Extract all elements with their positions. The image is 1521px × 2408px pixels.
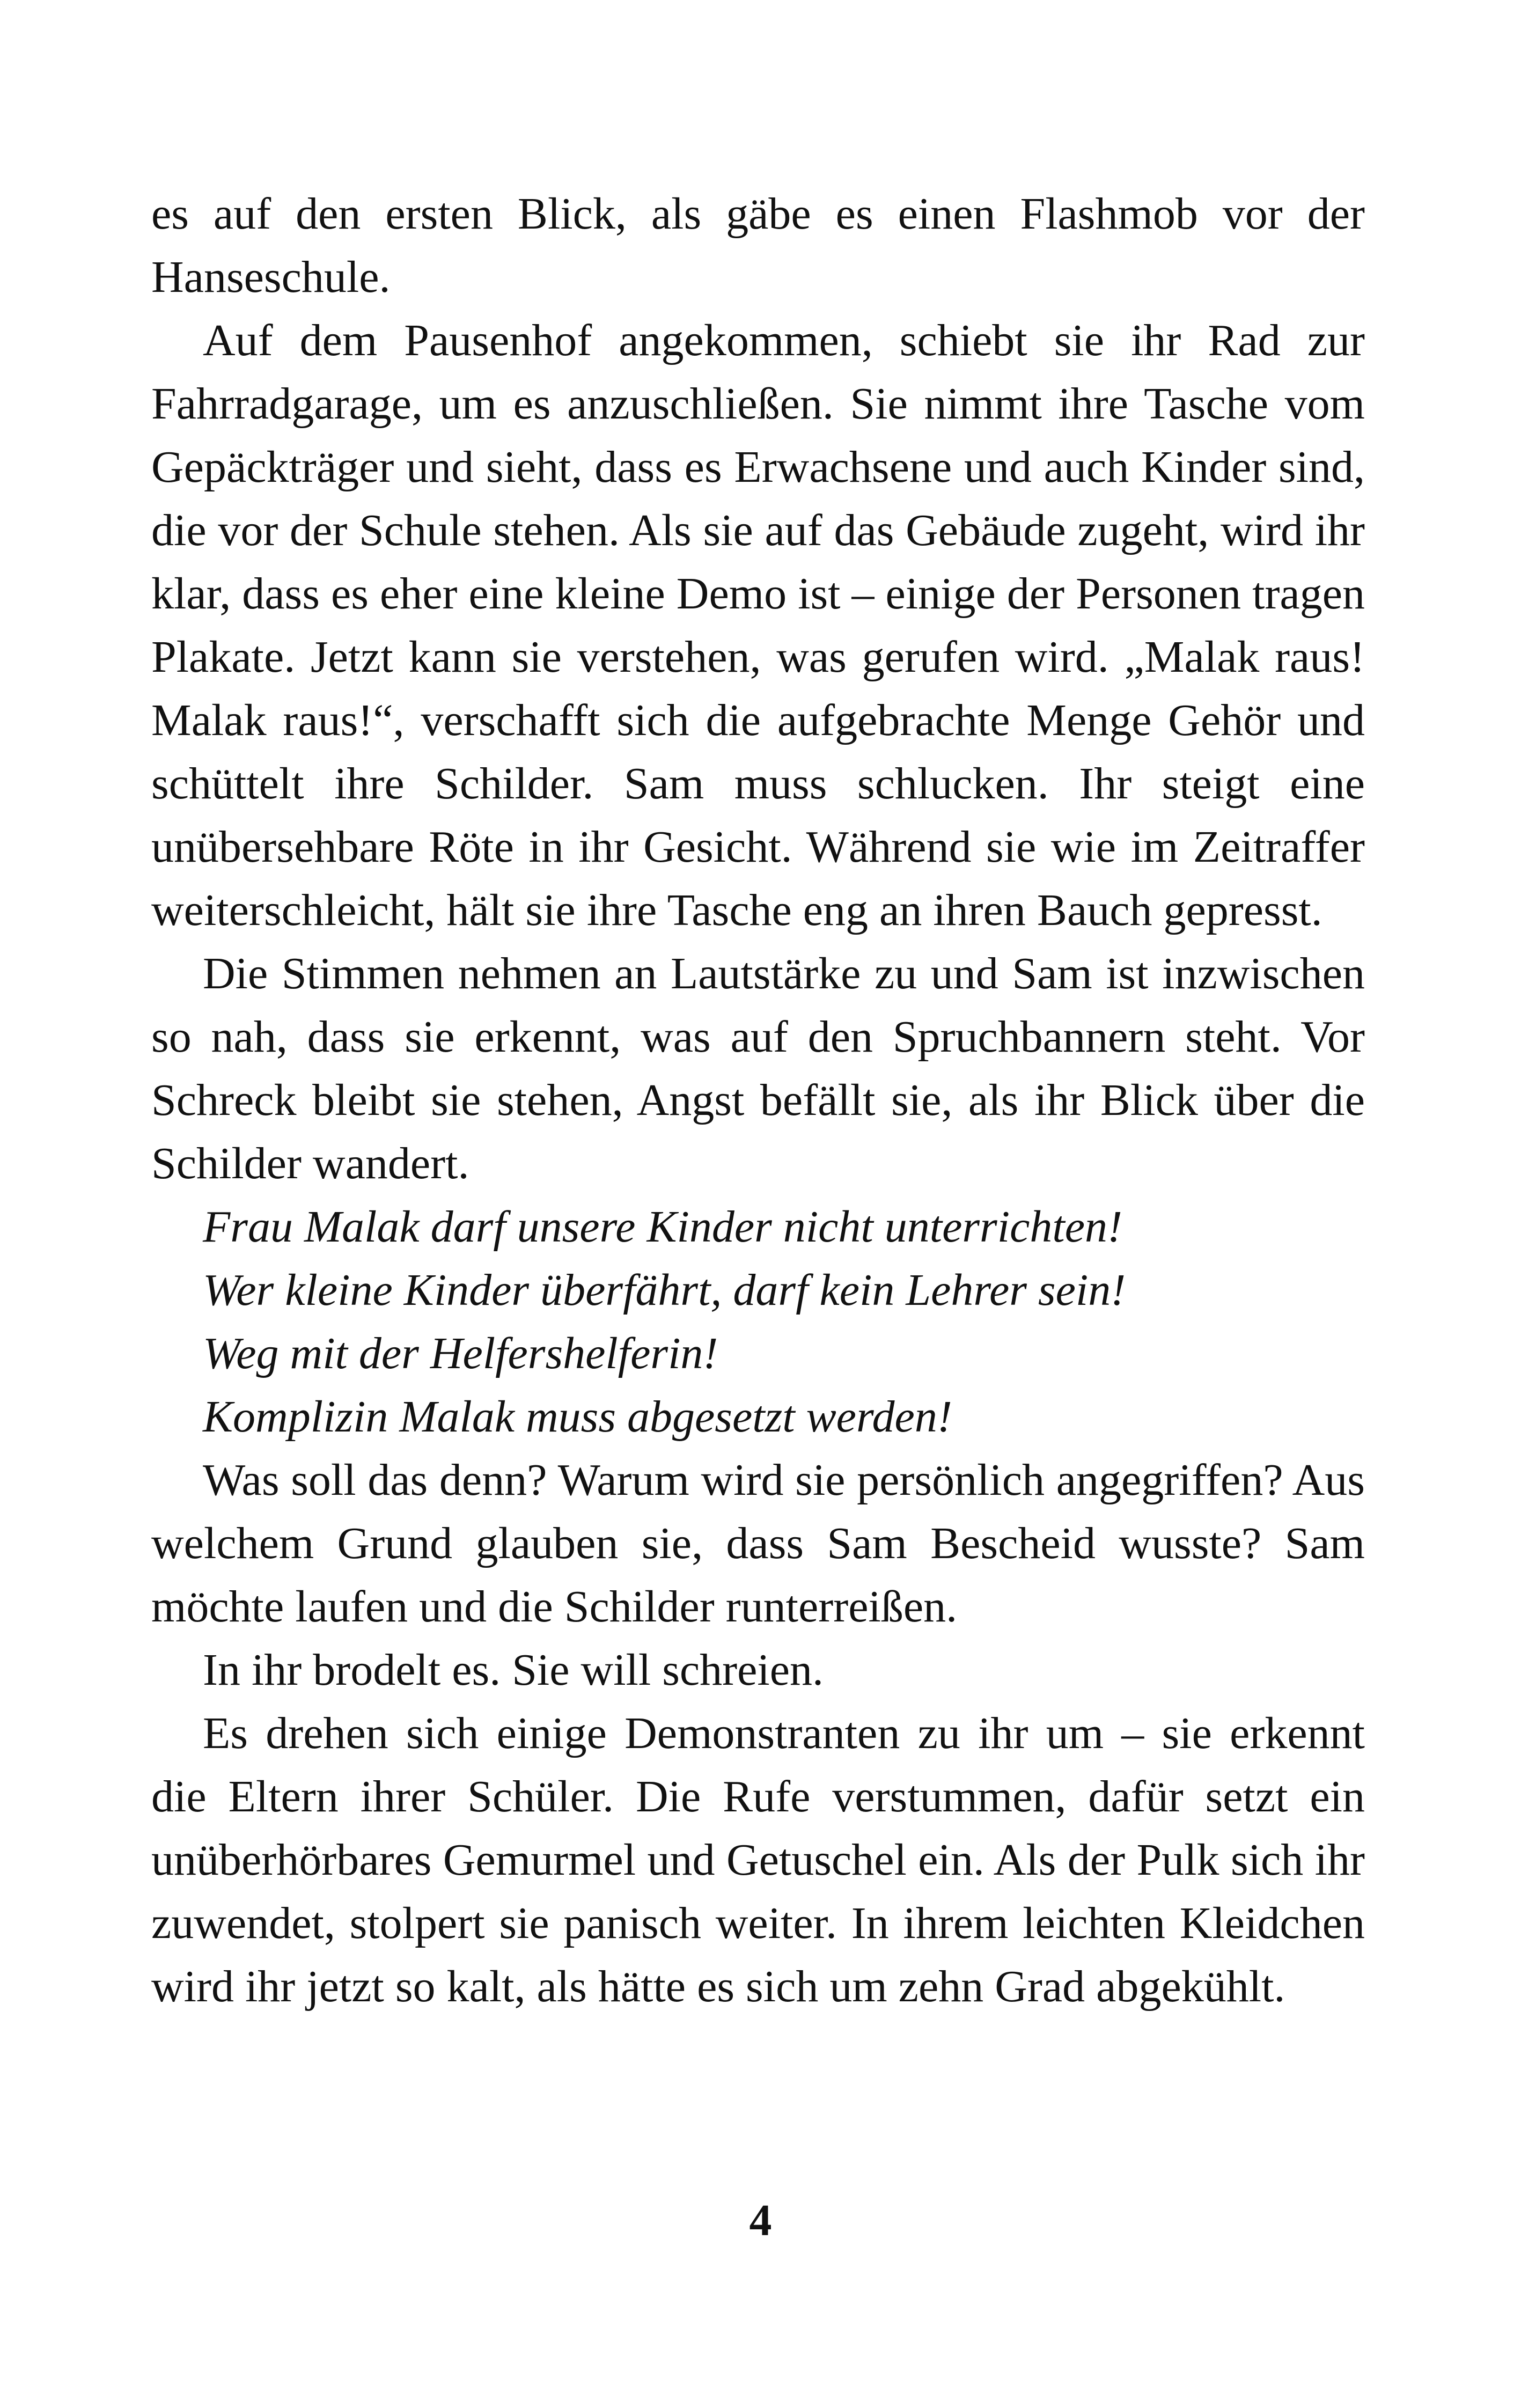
sign-line: Weg mit der Helfershelferin!: [203, 1328, 718, 1378]
sign-line: Wer kleine Kinder überfährt, darf kein Lehrer sein!: [203, 1265, 1126, 1315]
sign-line: Komplizin Malak muss abgesetzt werden!: [203, 1392, 952, 1442]
page-number: 4: [749, 2196, 772, 2245]
sign-line: Frau Malak darf unsere Kinder nicht unterrichten!: [203, 1202, 1122, 1252]
paragraph-continuation: es auf den ersten Blick, als gäbe es einen Flashmob vor der Hanseschule.: [151, 189, 1365, 302]
paragraph-was-soll: Was soll das denn? Warum wird sie persönlich angegriffen? Aus welchem Grund glauben sie, dass Sam Bescheid wusste? Sam möchte laufen und die Schilder runterreißen.: [151, 1455, 1365, 1632]
paragraph-stimmen: Die Stimmen nehmen an Lautstärke zu und Sam ist inzwischen so nah, dass sie erkennt, was auf den Spruchbannern steht. Vor Schreck bleibt sie stehen, Angst befällt sie, als ihr Blick über die Schilder wandert.: [151, 949, 1365, 1188]
book-page: [151, 182, 1365, 2018]
paragraph-brodelt: In ihr brodelt es. Sie will schreien.: [203, 1645, 824, 1695]
paragraph-demonstranten: Es drehen sich einige Demonstranten zu ihr um – sie erkennt die Eltern ihrer Schüler. Die Rufe verstummen, dafür setzt ein unüberhörbares Gemurmel und Getuschel ein. Als der Pulk sich ihr zuwendet, stolpert sie panisch weiter. In ihrem leichten Kleidchen wird ihr jetzt so kalt, als hätte es sich um zehn Grad abgekühlt.: [151, 1708, 1365, 2011]
paragraph-pausenhof: Auf dem Pausenhof angekommen, schiebt sie ihr Rad zur Fahrradgarage, um es anzuschließen. Sie nimmt ihre Tasche vom Gepäckträger und sieht, dass es Erwachsene und auch Kinder sind, die vor der Schule stehen. Als sie auf das Gebäude zugeht, wird ihr klar, dass es eher eine kleine Demo ist – einige der Personen tragen Plakate. Jetzt kann sie verstehen, was gerufen wird. „Malak raus! Malak raus!“, verschafft sich die aufgebrachte Menge Gehör und schüttelt ihre Schilder. Sam muss schlucken. Ihr steigt eine unübersehbare Röte in ihr Gesicht. Während sie wie im Zeitraffer weiterschleicht, hält sie ihre Tasche eng an ihren Bauch gepresst.: [151, 315, 1365, 935]
protest-signs: [151, 1195, 1365, 1449]
